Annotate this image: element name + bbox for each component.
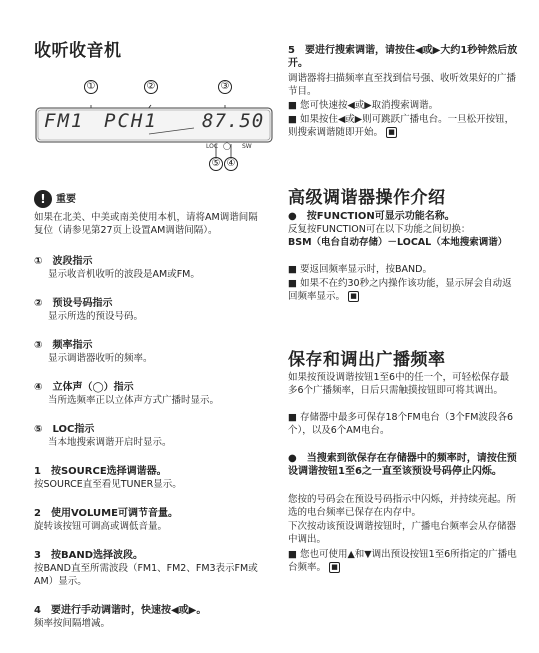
item-5-desc: 当本地搜索调谐开启时显示。 bbox=[48, 437, 172, 448]
preset-save-body-2: 下次按动该预设调谐按钮时，广播电台频率会从存储器中调出。 bbox=[288, 521, 517, 545]
item-3-desc: 显示调谐器收听的频率。 bbox=[48, 353, 153, 364]
important-label: 重要 bbox=[56, 194, 76, 205]
step-5-bullet-1: ■ 您可快速按◀或▶取消搜索调谐。 bbox=[288, 100, 439, 111]
step-5-bullet-2: ■ 如果按住◀或▶则可跳跃广播电台。一旦松开按钮，则搜索调谐随即开始。 ■ bbox=[288, 114, 515, 138]
step-5-head: 5 要进行搜索调谐，请按住◀或▶大约1秒钟然后放开。 bbox=[288, 45, 518, 69]
lcd-preset: PCH1 bbox=[104, 110, 158, 132]
function-bullet-2: ■ 如果不在约30秒之内操作该功能，显示屏会自动返回频率显示。 ■ bbox=[288, 278, 512, 302]
step-3-body: 按BAND直至所需波段（FM1、FM2、FM3表示FM或AM）显示。 bbox=[34, 563, 258, 587]
step-3-head: 3 按BAND选择波段。 bbox=[34, 550, 143, 561]
lcd-sw: SW bbox=[242, 143, 252, 150]
function-head: ● 按FUNCTION可显示功能名称。 bbox=[288, 211, 455, 222]
item-1-title: ① 波段指示 bbox=[34, 256, 93, 267]
end-mark-icon: ■ bbox=[386, 127, 397, 138]
preset-save-body: 您按的号码会在预设号码指示中闪烁，并持续亮起。所选的电台频率已保存在内存中。 bbox=[288, 494, 517, 518]
section-advanced-title: 高级调谐器操作介绍 bbox=[288, 188, 446, 208]
section-preset-title: 保存和调出广播频率 bbox=[288, 350, 446, 370]
end-mark-icon: ■ bbox=[348, 291, 359, 302]
function-bullet-1: ■ 要返回频率显示时，按BAND。 bbox=[288, 264, 432, 275]
step-4-head: 4 要进行手动调谐时，快速按◀或▶。 bbox=[34, 605, 207, 616]
step-1-head: 1 按SOURCE选择调谐器。 bbox=[34, 466, 167, 477]
callout-2: ② bbox=[144, 80, 158, 94]
callout-1: ① bbox=[84, 80, 98, 94]
important-text: 如果在北美、中美或南美使用本机，请将AM调谐间隔复位（请参见第27页上设置AM调谐间隔）。 bbox=[34, 212, 258, 236]
item-4-title: ④ 立体声（◯）指示 bbox=[34, 382, 134, 393]
end-mark-icon: ■ bbox=[329, 562, 340, 573]
important-icon: ! bbox=[34, 190, 52, 208]
item-4-desc: 当所选频率正以立体声方式广播时显示。 bbox=[48, 395, 220, 406]
lcd-frequency: 87.50 bbox=[202, 110, 265, 132]
lcd-band: FM1 bbox=[44, 110, 85, 132]
preset-body: 如果按预设调谐按钮1至6中的任一个，可轻松保存最多6个广播频率，日后只需触摸按钮即可将其调出。 bbox=[288, 372, 510, 396]
item-2-title: ② 预设号码指示 bbox=[34, 298, 113, 309]
function-body-2: BSM（电台自动存储）－LOCAL（本地搜索调谐） bbox=[288, 237, 508, 248]
item-2-desc: 显示所选的预设号码。 bbox=[48, 311, 144, 322]
callout-4: ④ bbox=[224, 157, 238, 171]
step-5-body: 调谐器将扫描频率直至找到信号强、收听效果好的广播节目。 bbox=[288, 73, 517, 97]
lcd-stereo: ◯ bbox=[223, 142, 231, 150]
item-3-title: ③ 频率指示 bbox=[34, 340, 93, 351]
step-2-head: 2 使用VOLUME可调节音量。 bbox=[34, 508, 178, 519]
step-4-body: 频率按间隔增减。 bbox=[34, 618, 111, 629]
preset-save-head: ● 当搜索到欲保存在存储器中的频率时，请按住预设调谐按钮1至6之一直至该预设号码停止闪烁。 bbox=[288, 453, 517, 477]
step-2-body: 旋转该按钮可调高或调低音量。 bbox=[34, 521, 168, 532]
step-1-body: 按SOURCE直至看见TUNER显示。 bbox=[34, 479, 182, 490]
item-5-title: ⑤ LOC指示 bbox=[34, 424, 95, 435]
lcd-loc: LOC bbox=[206, 143, 219, 150]
preset-bullet-1: ■ 存储器中最多可保存18个FM电台（3个FM波段各6个），以及6个AM电台。 bbox=[288, 412, 513, 436]
callout-5: ⑤ bbox=[209, 157, 223, 171]
preset-bullet-2: ■ 您也可使用▲和▼调出预设按钮1至6所指定的广播电台频率。 ■ bbox=[288, 549, 517, 573]
page-title: 收听收音机 bbox=[34, 41, 122, 61]
item-1-desc: 显示收音机收听的波段是AM或FM。 bbox=[48, 269, 200, 280]
function-body: 反复按FUNCTION可在以下功能之间切换： bbox=[288, 224, 471, 235]
callout-3: ③ bbox=[218, 80, 232, 94]
